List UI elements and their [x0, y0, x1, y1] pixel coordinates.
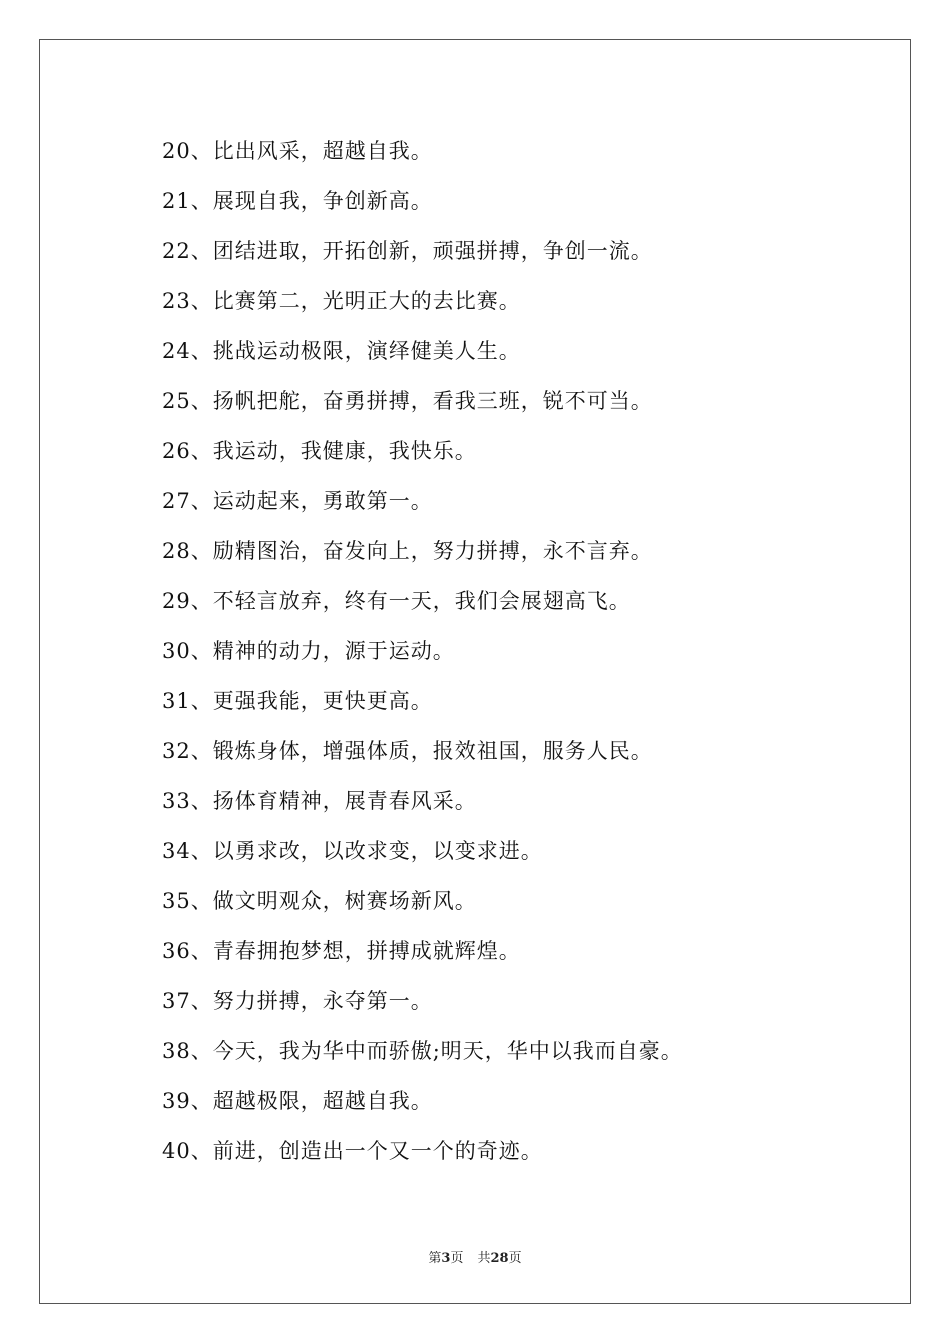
- slogan-line: 31、更强我能，更快更高。: [162, 689, 433, 713]
- page-footer: [0, 1247, 950, 1266]
- slogan-line: 29、不轻言放弃，终有一天，我们会展翅高飞。: [162, 589, 631, 613]
- slogan-line: 32、锻炼身体，增强体质，报效祖国，服务人民。: [162, 739, 653, 763]
- current-page-number: 3: [441, 1251, 451, 1266]
- slogan-line: 24、挑战运动极限，演绎健美人生。: [162, 339, 521, 363]
- total-page-count: 28: [490, 1251, 509, 1266]
- document-body: [162, 126, 862, 1176]
- slogan-line: 20、比出风采，超越自我。: [162, 139, 433, 163]
- slogan-line: 36、青春拥抱梦想，拼搏成就辉煌。: [162, 939, 521, 963]
- slogan-line: 38、今天，我为华中而骄傲;明天，华中以我而自豪。: [162, 1039, 683, 1063]
- slogan-line: 33、扬体育精神，展青春风采。: [162, 789, 477, 813]
- slogan-line: 21、展现自我，争创新高。: [162, 189, 433, 213]
- total-pages-label: 共28页: [477, 1251, 522, 1266]
- slogan-line: 27、运动起来，勇敢第一。: [162, 489, 433, 513]
- slogan-line: 22、团结进取，开拓创新，顽强拼搏，争创一流。: [162, 239, 653, 263]
- slogan-line: 40、前进，创造出一个又一个的奇迹。: [162, 1139, 543, 1163]
- slogan-line: 35、做文明观众，树赛场新风。: [162, 889, 477, 913]
- slogan-line: 23、比赛第二，光明正大的去比赛。: [162, 289, 521, 313]
- slogan-line: 39、超越极限，超越自我。: [162, 1089, 433, 1113]
- slogan-line: 28、励精图治，奋发向上，努力拼搏，永不言弃。: [162, 539, 653, 563]
- slogan-line: 30、精神的动力，源于运动。: [162, 639, 455, 663]
- slogan-line: 26、我运动，我健康，我快乐。: [162, 439, 477, 463]
- slogan-line: 37、努力拼搏，永夺第一。: [162, 989, 433, 1013]
- slogan-line: 34、以勇求改，以改求变，以变求进。: [162, 839, 543, 863]
- page-label: 第3页: [428, 1251, 464, 1266]
- slogan-line: 25、扬帆把舵，奋勇拼搏，看我三班，锐不可当。: [162, 389, 653, 413]
